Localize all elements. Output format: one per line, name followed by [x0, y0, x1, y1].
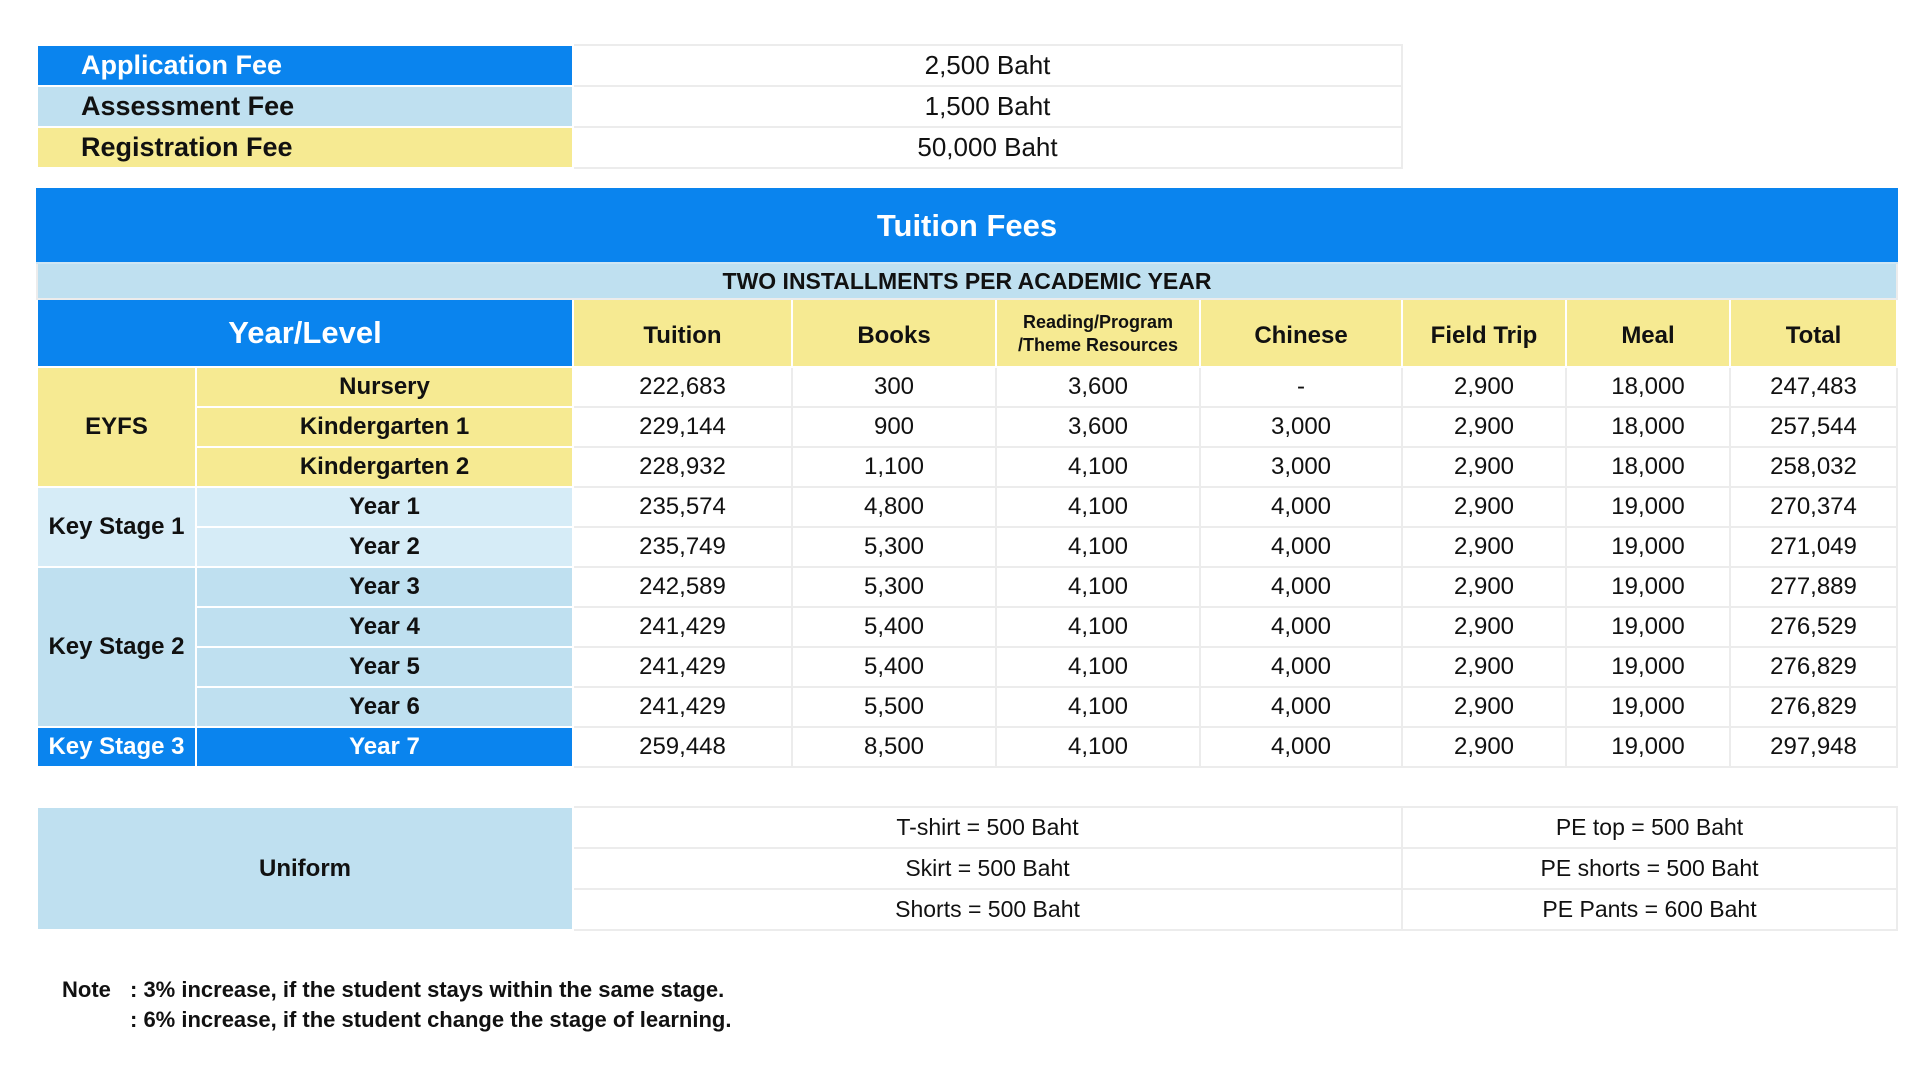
meal-cell: 19,000 — [1566, 727, 1730, 767]
meal-cell: 19,000 — [1566, 487, 1730, 527]
registration-fee-label: Registration Fee — [37, 127, 573, 168]
col-header-reading-line1: Reading/Program — [1022, 312, 1174, 332]
field-trip-cell: 2,900 — [1402, 687, 1566, 727]
chinese-cell: 4,000 — [1200, 527, 1402, 567]
application-fee-label: Application Fee — [37, 45, 573, 86]
reading-cell: 4,100 — [996, 487, 1200, 527]
field-trip-cell: 2,900 — [1402, 647, 1566, 687]
stage-key-stage-2: Key Stage 2 — [37, 567, 196, 727]
assessment-fee-label: Assessment Fee — [37, 86, 573, 127]
reading-cell: 4,100 — [996, 447, 1200, 487]
reading-cell: 4,100 — [996, 687, 1200, 727]
tuition-table — [36, 188, 1898, 768]
table-row — [37, 727, 1897, 767]
meal-cell: 19,000 — [1566, 607, 1730, 647]
level-cell: Nursery — [196, 367, 573, 407]
table-row — [37, 647, 1897, 687]
total-cell: 297,948 — [1730, 727, 1897, 767]
books-cell: 1,100 — [792, 447, 996, 487]
books-cell: 8,500 — [792, 727, 996, 767]
meal-cell: 19,000 — [1566, 687, 1730, 727]
total-cell: 277,889 — [1730, 567, 1897, 607]
reading-cell: 3,600 — [996, 407, 1200, 447]
total-cell: 276,829 — [1730, 647, 1897, 687]
note-label: Note — [62, 977, 111, 1002]
col-header-reading-line2: /Theme Resources — [1017, 335, 1179, 355]
table-row — [37, 487, 1897, 527]
col-header-chinese: Chinese — [1200, 299, 1402, 367]
tuition-title: Tuition Fees — [37, 189, 1897, 263]
uniform-item: Skirt = 500 Baht — [573, 848, 1402, 889]
stage-key-stage-1: Key Stage 1 — [37, 487, 196, 567]
meal-cell: 19,000 — [1566, 567, 1730, 607]
tuition-cell: 222,683 — [573, 367, 792, 407]
fee-row-registration — [37, 127, 1402, 168]
total-cell: 258,032 — [1730, 447, 1897, 487]
chinese-cell: 4,000 — [1200, 487, 1402, 527]
meal-cell: 19,000 — [1566, 527, 1730, 567]
year-level-header: Year/Level — [37, 299, 573, 367]
uniform-label: Uniform — [37, 807, 573, 930]
total-cell: 276,529 — [1730, 607, 1897, 647]
field-trip-cell: 2,900 — [1402, 367, 1566, 407]
tuition-cell: 241,429 — [573, 647, 792, 687]
books-cell: 5,400 — [792, 607, 996, 647]
total-cell: 276,829 — [1730, 687, 1897, 727]
chinese-cell: 4,000 — [1200, 607, 1402, 647]
chinese-cell: 4,000 — [1200, 687, 1402, 727]
reading-cell: 4,100 — [996, 567, 1200, 607]
tuition-cell: 241,429 — [573, 687, 792, 727]
level-cell: Year 6 — [196, 687, 573, 727]
total-cell: 247,483 — [1730, 367, 1897, 407]
meal-cell: 18,000 — [1566, 407, 1730, 447]
tuition-subtitle: TWO INSTALLMENTS PER ACADEMIC YEAR — [37, 263, 1897, 299]
tuition-cell: 259,448 — [573, 727, 792, 767]
uniform-item: PE Pants = 600 Baht — [1402, 889, 1897, 930]
table-row — [37, 447, 1897, 487]
books-cell: 900 — [792, 407, 996, 447]
field-trip-cell: 2,900 — [1402, 527, 1566, 567]
col-header-books: Books — [792, 299, 996, 367]
field-trip-cell: 2,900 — [1402, 487, 1566, 527]
books-cell: 300 — [792, 367, 996, 407]
table-row — [37, 687, 1897, 727]
note-line: : 3% increase, if the student stays within the same stage. — [130, 977, 725, 1002]
chinese-cell: 4,000 — [1200, 567, 1402, 607]
uniform-item: PE shorts = 500 Baht — [1402, 848, 1897, 889]
col-header-meal: Meal — [1566, 299, 1730, 367]
reading-cell: 4,100 — [996, 607, 1200, 647]
fee-table — [36, 44, 1403, 169]
field-trip-cell: 2,900 — [1402, 567, 1566, 607]
uniform-item: Shorts = 500 Baht — [573, 889, 1402, 930]
meal-cell: 18,000 — [1566, 367, 1730, 407]
note-line: : 6% increase, if the student change the stage of learning. — [130, 1007, 732, 1032]
level-cell: Year 4 — [196, 607, 573, 647]
tuition-cell: 235,574 — [573, 487, 792, 527]
books-cell: 5,300 — [792, 527, 996, 567]
total-cell: 271,049 — [1730, 527, 1897, 567]
field-trip-cell: 2,900 — [1402, 407, 1566, 447]
note — [62, 975, 731, 1035]
reading-cell: 4,100 — [996, 647, 1200, 687]
chinese-cell: 4,000 — [1200, 647, 1402, 687]
tuition-cell: 241,429 — [573, 607, 792, 647]
assessment-fee-value: 1,500 Baht — [573, 86, 1402, 127]
table-row — [37, 607, 1897, 647]
chinese-cell: 3,000 — [1200, 447, 1402, 487]
header-row — [37, 299, 1897, 367]
fee-row-assessment — [37, 86, 1402, 127]
registration-fee-value: 50,000 Baht — [573, 127, 1402, 168]
reading-cell: 3,600 — [996, 367, 1200, 407]
level-cell: Year 7 — [196, 727, 573, 767]
level-cell: Kindergarten 1 — [196, 407, 573, 447]
level-cell: Kindergarten 2 — [196, 447, 573, 487]
level-cell: Year 5 — [196, 647, 573, 687]
meal-cell: 19,000 — [1566, 647, 1730, 687]
stage-key-stage-3: Key Stage 3 — [37, 727, 196, 767]
books-cell: 5,300 — [792, 567, 996, 607]
reading-cell: 4,100 — [996, 527, 1200, 567]
fee-row-application — [37, 45, 1402, 86]
total-cell: 257,544 — [1730, 407, 1897, 447]
level-cell: Year 1 — [196, 487, 573, 527]
col-header-reading — [996, 299, 1200, 367]
col-header-tuition: Tuition — [573, 299, 792, 367]
tuition-cell: 235,749 — [573, 527, 792, 567]
uniform-table — [36, 806, 1898, 931]
field-trip-cell: 2,900 — [1402, 727, 1566, 767]
stage-eyfs: EYFS — [37, 367, 196, 487]
tuition-cell: 242,589 — [573, 567, 792, 607]
field-trip-cell: 2,900 — [1402, 607, 1566, 647]
col-header-total: Total — [1730, 299, 1897, 367]
uniform-item: T-shirt = 500 Baht — [573, 807, 1402, 848]
books-cell: 4,800 — [792, 487, 996, 527]
tuition-cell: 228,932 — [573, 447, 792, 487]
books-cell: 5,500 — [792, 687, 996, 727]
reading-cell: 4,100 — [996, 727, 1200, 767]
table-row — [37, 567, 1897, 607]
meal-cell: 18,000 — [1566, 447, 1730, 487]
chinese-cell: 4,000 — [1200, 727, 1402, 767]
table-row — [37, 367, 1897, 407]
field-trip-cell: 2,900 — [1402, 447, 1566, 487]
total-cell: 270,374 — [1730, 487, 1897, 527]
chinese-cell: - — [1200, 367, 1402, 407]
application-fee-value: 2,500 Baht — [573, 45, 1402, 86]
chinese-cell: 3,000 — [1200, 407, 1402, 447]
table-row — [37, 527, 1897, 567]
books-cell: 5,400 — [792, 647, 996, 687]
table-row — [37, 407, 1897, 447]
tuition-cell: 229,144 — [573, 407, 792, 447]
level-cell: Year 2 — [196, 527, 573, 567]
level-cell: Year 3 — [196, 567, 573, 607]
uniform-item: PE top = 500 Baht — [1402, 807, 1897, 848]
col-header-field-trip: Field Trip — [1402, 299, 1566, 367]
